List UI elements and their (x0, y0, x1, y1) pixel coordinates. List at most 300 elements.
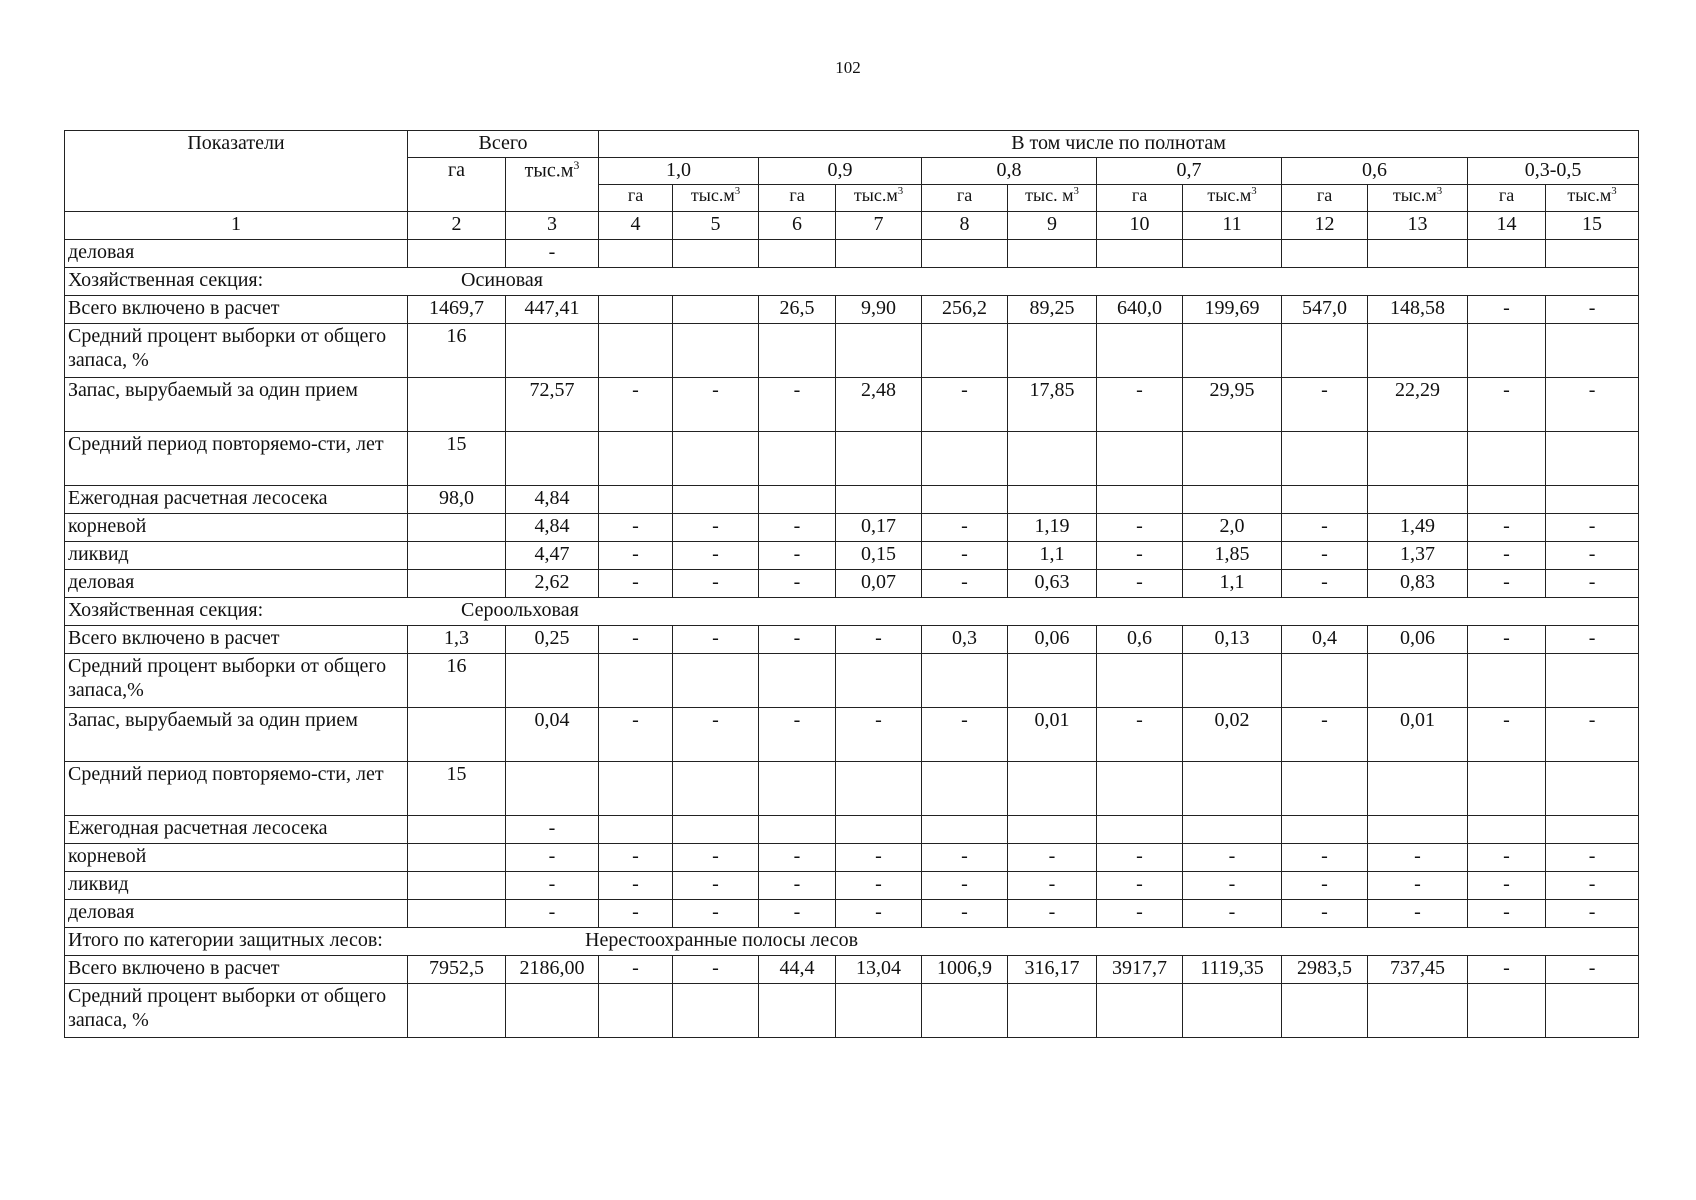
table-cell: 0,02 (1183, 708, 1282, 762)
header-total: Всего (408, 131, 599, 158)
table-cell: 2,62 (506, 570, 599, 598)
table-header (65, 131, 1639, 240)
table-cell (1008, 816, 1097, 844)
table-cell: 17,85 (1008, 378, 1097, 432)
column-number: 2 (408, 212, 506, 240)
column-number: 11 (1183, 212, 1282, 240)
table-cell (1008, 762, 1097, 816)
table-cell: 1,19 (1008, 514, 1097, 542)
table-cell (1368, 816, 1468, 844)
table-cell: 199,69 (1183, 296, 1282, 324)
table-cell (922, 240, 1008, 268)
table-cell: 1006,9 (922, 956, 1008, 984)
column-number: 1 (65, 212, 408, 240)
section-row (65, 598, 1639, 626)
table-cell (1183, 240, 1282, 268)
table-cell (506, 984, 599, 1038)
table-row (65, 844, 1639, 872)
table-cell (1008, 324, 1097, 378)
header-density: 0,8 (922, 158, 1097, 185)
table-cell (759, 432, 836, 486)
table-cell: - (759, 708, 836, 762)
table-cell: - (1468, 542, 1546, 570)
table-cell: - (506, 872, 599, 900)
table-cell (673, 984, 759, 1038)
table-cell: 640,0 (1097, 296, 1183, 324)
table-cell: 1119,35 (1183, 956, 1282, 984)
row-label: Запас, вырубаемый за один прием (65, 378, 408, 432)
table-cell (922, 816, 1008, 844)
header-density: 0,6 (1282, 158, 1468, 185)
table-cell: - (599, 844, 673, 872)
table-cell: 0,07 (836, 570, 922, 598)
table-cell: 0,06 (1008, 626, 1097, 654)
table-cell: - (1468, 900, 1546, 928)
table-cell: 2,0 (1183, 514, 1282, 542)
table-cell (836, 240, 922, 268)
table-cell: - (836, 708, 922, 762)
row-label: Средний период повторяемо-сти, лет (65, 762, 408, 816)
table-cell: - (759, 626, 836, 654)
table-cell: - (673, 844, 759, 872)
table-cell: - (1468, 708, 1546, 762)
table-cell (673, 762, 759, 816)
table-cell: - (1183, 844, 1282, 872)
table-cell (1097, 816, 1183, 844)
table-cell: 16 (408, 654, 506, 708)
table-cell (1183, 432, 1282, 486)
table-cell (1282, 486, 1368, 514)
row-label: ликвид (65, 872, 408, 900)
table-cell (836, 984, 922, 1038)
table-cell: - (1546, 844, 1639, 872)
table-cell (1008, 486, 1097, 514)
table-cell: - (599, 542, 673, 570)
table-row (65, 324, 1639, 378)
table-cell (1546, 324, 1639, 378)
table-cell: 0,17 (836, 514, 922, 542)
table-cell (1546, 762, 1639, 816)
header-density: 0,3-0,5 (1468, 158, 1639, 185)
table-cell: - (599, 708, 673, 762)
table-cell: 22,29 (1368, 378, 1468, 432)
column-number: 4 (599, 212, 673, 240)
table-cell (506, 654, 599, 708)
table-cell (1468, 984, 1546, 1038)
table-cell: - (1468, 844, 1546, 872)
table-cell: - (1546, 626, 1639, 654)
table-cell (1546, 240, 1639, 268)
table-cell (759, 240, 836, 268)
table-cell: - (1183, 872, 1282, 900)
table-cell (506, 324, 599, 378)
table-cell: 0,3 (922, 626, 1008, 654)
table-cell: - (922, 542, 1008, 570)
table-cell: - (506, 240, 599, 268)
row-label: ликвид (65, 542, 408, 570)
table-cell: - (1468, 626, 1546, 654)
table-cell (759, 984, 836, 1038)
header-ha: га (599, 185, 673, 212)
table-cell: - (1546, 900, 1639, 928)
table-cell (836, 762, 922, 816)
table-cell (408, 378, 506, 432)
table-row (65, 872, 1639, 900)
table-row (65, 542, 1639, 570)
table-cell: - (1097, 900, 1183, 928)
section-row (65, 928, 1639, 956)
table-cell: - (1282, 542, 1368, 570)
table-cell: - (1468, 872, 1546, 900)
table-row (65, 570, 1639, 598)
table-cell (759, 816, 836, 844)
table-cell (1097, 432, 1183, 486)
table-cell: 89,25 (1008, 296, 1097, 324)
header-ha: га (759, 185, 836, 212)
table-cell (408, 984, 506, 1038)
table-cell (1183, 654, 1282, 708)
table-cell (1468, 762, 1546, 816)
table-cell: - (922, 708, 1008, 762)
table-cell: - (1468, 514, 1546, 542)
table-cell: 7952,5 (408, 956, 506, 984)
table-cell: - (836, 900, 922, 928)
table-cell (1468, 432, 1546, 486)
table-cell: 0,63 (1008, 570, 1097, 598)
table-cell: 13,04 (836, 956, 922, 984)
table-cell: - (759, 378, 836, 432)
table-cell: - (506, 900, 599, 928)
table-cell: - (1468, 296, 1546, 324)
table-cell: - (599, 378, 673, 432)
table-cell (1097, 324, 1183, 378)
header-indicators: Показатели (65, 131, 408, 212)
table-cell (1368, 324, 1468, 378)
table-cell (1282, 432, 1368, 486)
row-label: корневой (65, 514, 408, 542)
table-cell (408, 900, 506, 928)
table-cell: - (1097, 872, 1183, 900)
table-cell: - (673, 514, 759, 542)
table-cell: 15 (408, 762, 506, 816)
table-cell: 0,01 (1008, 708, 1097, 762)
column-number: 3 (506, 212, 599, 240)
table-cell (1282, 654, 1368, 708)
table-cell: 1,1 (1008, 542, 1097, 570)
table-cell: 98,0 (408, 486, 506, 514)
table-cell: - (1282, 570, 1368, 598)
table-cell (408, 708, 506, 762)
table-cell (1546, 984, 1639, 1038)
header-volume: $тыс.м^3$ (1546, 185, 1639, 212)
table-cell: 26,5 (759, 296, 836, 324)
section-name: Сероольховая (461, 599, 579, 621)
table-cell (599, 762, 673, 816)
table-cell: 1,49 (1368, 514, 1468, 542)
table-cell (1368, 762, 1468, 816)
table-cell: - (1546, 708, 1639, 762)
table-cell: 547,0 (1282, 296, 1368, 324)
row-label: деловая (65, 240, 408, 268)
section-cell (65, 928, 1639, 956)
table-cell: - (506, 816, 599, 844)
table-body (65, 240, 1639, 1038)
table-cell (1008, 654, 1097, 708)
table-cell (1008, 984, 1097, 1038)
table-cell: 737,45 (1368, 956, 1468, 984)
table-cell: 3917,7 (1097, 956, 1183, 984)
row-label: Средний процент выборки от общего запаса,% (65, 654, 408, 708)
table-cell (1546, 432, 1639, 486)
table-cell: 16 (408, 324, 506, 378)
table-cell (506, 432, 599, 486)
table-cell: - (759, 570, 836, 598)
table-cell: - (922, 872, 1008, 900)
table-cell: - (1546, 378, 1639, 432)
table-cell: 4,47 (506, 542, 599, 570)
table-cell: - (1008, 872, 1097, 900)
table-cell: 1,85 (1183, 542, 1282, 570)
row-label: Ежегодная расчетная лесосека (65, 816, 408, 844)
table-cell (408, 872, 506, 900)
table-cell (1183, 324, 1282, 378)
table-cell (1282, 240, 1368, 268)
table-cell (1183, 816, 1282, 844)
table-cell (1097, 240, 1183, 268)
table-row (65, 378, 1639, 432)
table-cell: - (1546, 872, 1639, 900)
table-cell: 29,95 (1183, 378, 1282, 432)
table-cell: 0,83 (1368, 570, 1468, 598)
header-volume: тыс. $м^3$ (1008, 185, 1097, 212)
table-cell: - (1368, 872, 1468, 900)
column-number: 5 (673, 212, 759, 240)
table-cell (1368, 654, 1468, 708)
table-cell: 0,25 (506, 626, 599, 654)
table-cell (408, 844, 506, 872)
table-cell (1368, 432, 1468, 486)
row-label: корневой (65, 844, 408, 872)
table-cell: - (506, 844, 599, 872)
table-cell: - (599, 626, 673, 654)
table-cell (599, 240, 673, 268)
section-cell (65, 268, 1639, 296)
table-cell (1468, 324, 1546, 378)
table-cell (599, 816, 673, 844)
table-row (65, 984, 1639, 1038)
row-label: Всего включено в расчет (65, 626, 408, 654)
table-row (65, 626, 1639, 654)
header-volume: $тыс.м^3$ (1183, 185, 1282, 212)
table-cell: - (1282, 514, 1368, 542)
section-label: Хозяйственная секция: (68, 269, 264, 291)
table-cell (1546, 816, 1639, 844)
page-number: 102 (835, 58, 861, 77)
table-cell (1097, 762, 1183, 816)
table-cell (922, 762, 1008, 816)
table-row (65, 432, 1639, 486)
table-cell: - (1008, 900, 1097, 928)
table-cell: - (1097, 570, 1183, 598)
table-cell: - (599, 570, 673, 598)
table-cell: - (1546, 956, 1639, 984)
table-cell: 9,90 (836, 296, 922, 324)
header-total-ha: га (408, 158, 506, 212)
table-cell (836, 654, 922, 708)
forest-yield-table (64, 130, 1639, 1038)
table-cell: - (1097, 378, 1183, 432)
table-cell: - (759, 514, 836, 542)
table-cell: - (1546, 570, 1639, 598)
header-density: 0,7 (1097, 158, 1282, 185)
header-ha: га (1282, 185, 1368, 212)
table-cell (1546, 654, 1639, 708)
section-cell (65, 598, 1639, 626)
table-cell: - (1546, 296, 1639, 324)
table-cell: - (759, 872, 836, 900)
table-cell (1183, 486, 1282, 514)
table-cell: 1,37 (1368, 542, 1468, 570)
table-cell: - (1008, 844, 1097, 872)
table-cell: 72,57 (506, 378, 599, 432)
table-cell: - (1368, 844, 1468, 872)
table-cell: 4,84 (506, 514, 599, 542)
table-cell (759, 762, 836, 816)
table-cell: - (922, 570, 1008, 598)
table-cell (836, 816, 922, 844)
table-cell (1097, 654, 1183, 708)
table-row (65, 900, 1639, 928)
table-cell: 0,4 (1282, 626, 1368, 654)
column-number: 10 (1097, 212, 1183, 240)
table-cell: - (836, 626, 922, 654)
column-number: 12 (1282, 212, 1368, 240)
table-cell: - (673, 626, 759, 654)
table-cell: - (1282, 900, 1368, 928)
table-row (65, 240, 1639, 268)
table-cell: 256,2 (922, 296, 1008, 324)
header-by-density: В том числе по полнотам (599, 131, 1639, 158)
table-row (65, 816, 1639, 844)
table-cell (1368, 486, 1468, 514)
table-cell (759, 324, 836, 378)
table-cell: 2,48 (836, 378, 922, 432)
table-cell: 148,58 (1368, 296, 1468, 324)
table-cell: 44,4 (759, 956, 836, 984)
header-density: 0,9 (759, 158, 922, 185)
table-cell (922, 324, 1008, 378)
table-cell: 0,01 (1368, 708, 1468, 762)
column-number: 6 (759, 212, 836, 240)
table-cell: - (759, 542, 836, 570)
section-name: Осиновая (461, 269, 543, 291)
table-cell (836, 324, 922, 378)
table-row (65, 762, 1639, 816)
table-row (65, 296, 1639, 324)
table-cell (599, 432, 673, 486)
table-row (65, 708, 1639, 762)
table-cell (922, 486, 1008, 514)
table-cell: - (1468, 570, 1546, 598)
table-cell: - (922, 844, 1008, 872)
table-cell: - (1468, 378, 1546, 432)
table-cell (1282, 762, 1368, 816)
table-cell (506, 762, 599, 816)
table-cell: - (673, 872, 759, 900)
header-ha: га (1468, 185, 1546, 212)
row-label: деловая (65, 900, 408, 928)
table-cell (599, 486, 673, 514)
table-cell: 0,6 (1097, 626, 1183, 654)
table-cell (673, 324, 759, 378)
table-cell (1468, 486, 1546, 514)
table-cell (673, 486, 759, 514)
table-cell: - (922, 378, 1008, 432)
table-cell: - (673, 900, 759, 928)
table-cell: - (673, 378, 759, 432)
table-cell: - (673, 570, 759, 598)
table-cell: - (673, 542, 759, 570)
table-row (65, 654, 1639, 708)
header-ha: га (1097, 185, 1183, 212)
table-cell: - (599, 956, 673, 984)
header-volume: $тыс.м^3$ (836, 185, 922, 212)
table-cell: 447,41 (506, 296, 599, 324)
table-cell: 1,3 (408, 626, 506, 654)
table-cell: - (1097, 844, 1183, 872)
table-cell: - (922, 514, 1008, 542)
table-cell: 2983,5 (1282, 956, 1368, 984)
header-density: 1,0 (599, 158, 759, 185)
row-label: Средний процент выборки от общего запаса, % (65, 324, 408, 378)
row-label: Средний процент выборки от общего запаса, % (65, 984, 408, 1038)
section-label: Итого по категории защитных лесов: (68, 929, 383, 951)
table-cell (1282, 984, 1368, 1038)
table-row (65, 956, 1639, 984)
table-cell: 0,13 (1183, 626, 1282, 654)
table-cell (1282, 816, 1368, 844)
table-cell: - (759, 900, 836, 928)
table-cell: 2186,00 (506, 956, 599, 984)
table-cell: - (1097, 708, 1183, 762)
table-cell: - (1282, 708, 1368, 762)
table-cell (1183, 984, 1282, 1038)
table-cell: - (599, 872, 673, 900)
table-cell: 1469,7 (408, 296, 506, 324)
table-cell (673, 432, 759, 486)
column-number: 14 (1468, 212, 1546, 240)
table-cell (673, 654, 759, 708)
row-label: деловая (65, 570, 408, 598)
table-cell (1097, 984, 1183, 1038)
table-cell (922, 654, 1008, 708)
table-cell (1008, 240, 1097, 268)
table-cell: 15 (408, 432, 506, 486)
header-volume: $тыс.м^3$ (673, 185, 759, 212)
header-ha: га (922, 185, 1008, 212)
table-cell: 1,1 (1183, 570, 1282, 598)
column-number: 8 (922, 212, 1008, 240)
table-cell: - (673, 708, 759, 762)
table-cell (1008, 432, 1097, 486)
table-cell (1546, 486, 1639, 514)
table-cell (599, 654, 673, 708)
table-cell (759, 486, 836, 514)
column-number: 9 (1008, 212, 1097, 240)
table-cell: - (599, 514, 673, 542)
table-cell (1183, 762, 1282, 816)
table-cell (408, 514, 506, 542)
